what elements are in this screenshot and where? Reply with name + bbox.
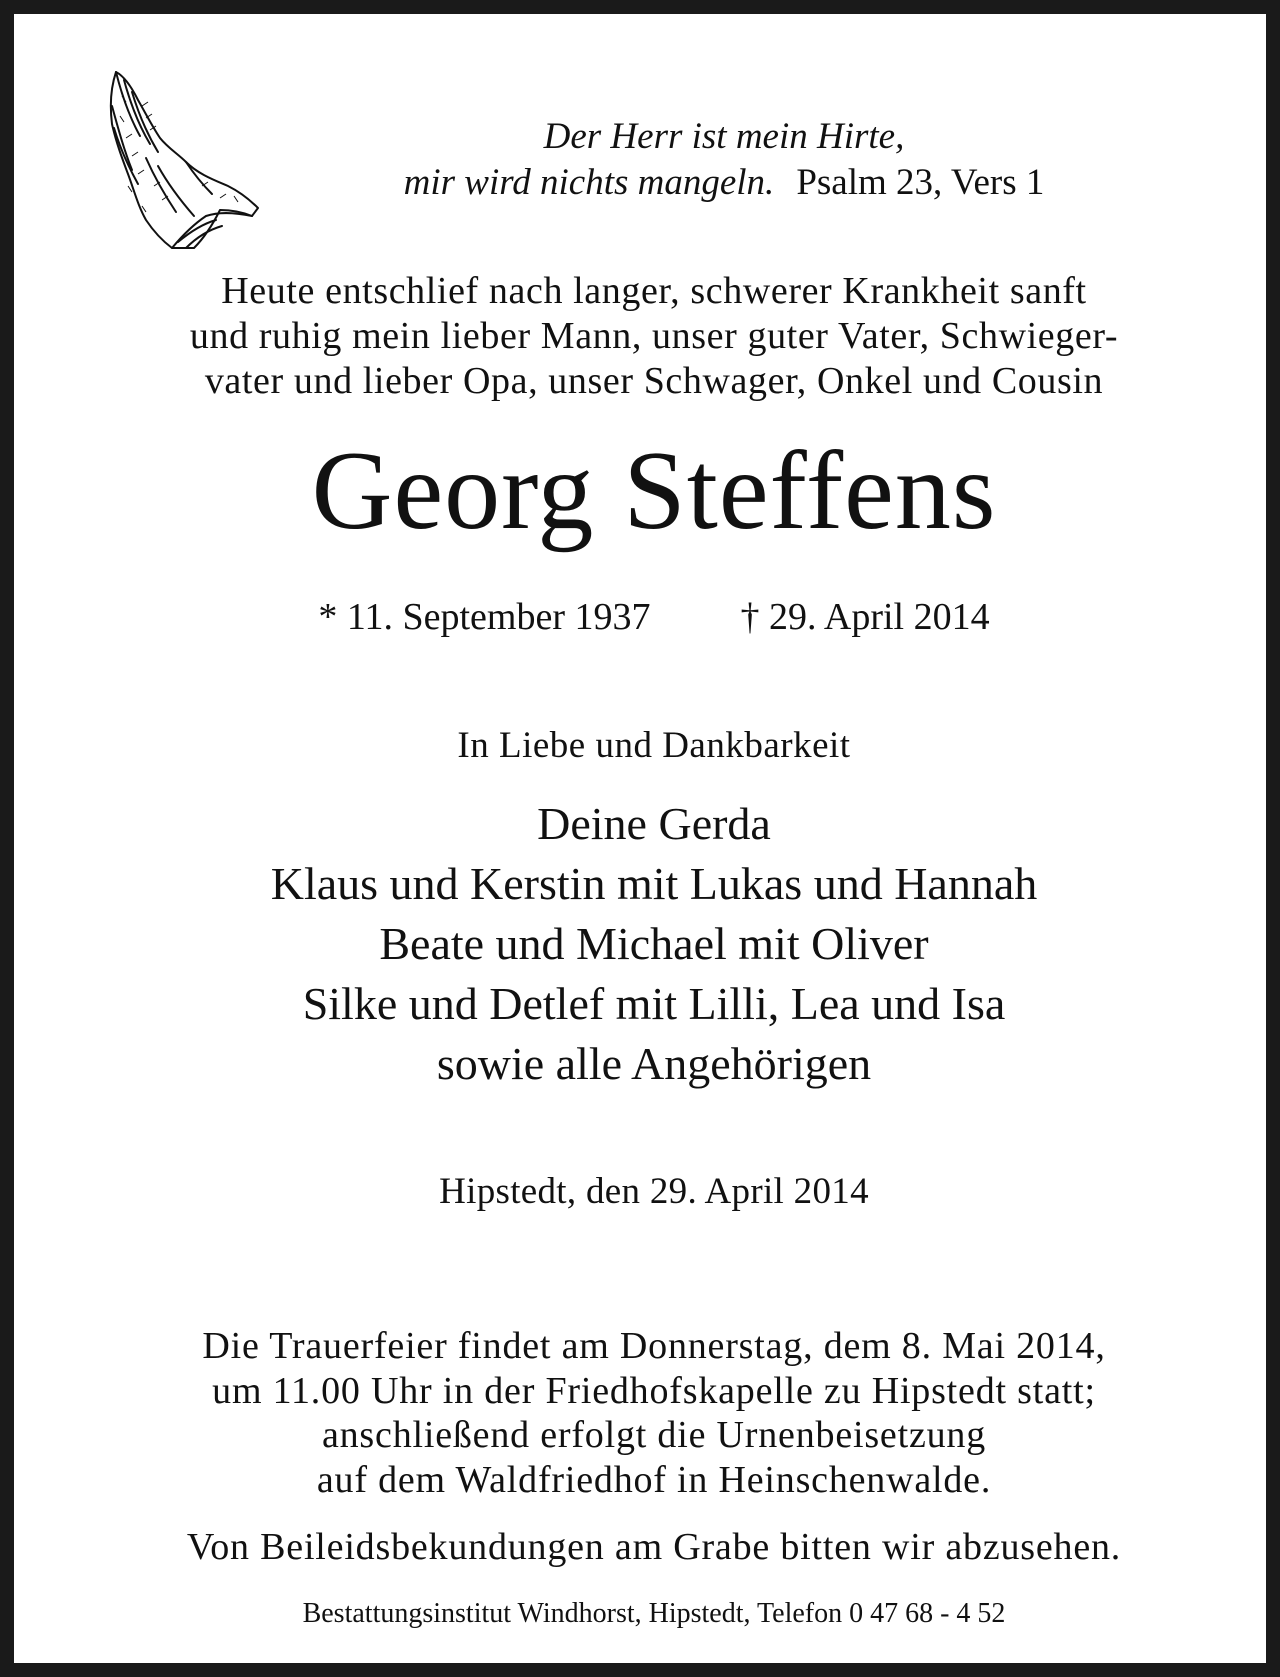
mourners-list bbox=[54, 794, 1254, 1094]
announcement-line: und ruhig mein lieber Mann, unser guter Vater, Schwieger- bbox=[189, 315, 1119, 357]
announcement-text bbox=[54, 269, 1254, 404]
funeral-line: um 11.00 Uhr in der Friedhofskapelle zu Hipstedt statt; bbox=[212, 1369, 1096, 1412]
death-date: † 29. April 2014 bbox=[740, 596, 990, 638]
deceased-name: Georg Steffens bbox=[311, 429, 997, 553]
announcement-line: vater und lieber Opa, unser Schwager, Onkel und Cousin bbox=[204, 360, 1104, 402]
mourner-line: sowie alle Angehörigen bbox=[436, 1038, 872, 1089]
psalm-line-1: Der Herr ist mein Hirte, bbox=[543, 116, 905, 157]
condolence-note: Von Beileidsbekundungen am Grabe bitten wir abzusehen. bbox=[186, 1526, 1122, 1568]
funeral-details bbox=[54, 1324, 1254, 1502]
psalm-reference: Psalm 23, Vers 1 bbox=[796, 162, 1045, 203]
announcement-line: Heute entschlief nach langer, schwerer Krankheit sanft bbox=[221, 270, 1087, 312]
psalm-quote bbox=[274, 114, 1174, 206]
psalm-line-2: mir wird nichts mangeln. bbox=[403, 162, 775, 203]
place-and-date: Hipstedt, den 29. April 2014 bbox=[439, 1171, 869, 1212]
funeral-line: Die Trauerfeier findet am Donnerstag, dem 8. Mai 2014, bbox=[202, 1325, 1106, 1367]
dedication: In Liebe und Dankbarkeit bbox=[457, 725, 851, 766]
birth-date: * 11. September 1937 bbox=[318, 596, 651, 638]
praying-hands-icon bbox=[102, 66, 264, 258]
funeral-line: anschließend erfolgt die Urnenbeisetzung bbox=[321, 1414, 987, 1456]
mourner-line: Beate und Michael mit Oliver bbox=[379, 918, 929, 969]
mourner-line: Klaus und Kerstin mit Lukas und Hannah bbox=[270, 858, 1038, 909]
mourner-line: Silke und Detlef mit Lilli, Lea und Isa bbox=[302, 978, 1006, 1029]
life-dates bbox=[54, 594, 1254, 640]
mourner-line: Deine Gerda bbox=[537, 798, 771, 849]
funeral-line: auf dem Waldfriedhof in Heinschenwalde. bbox=[316, 1458, 992, 1501]
undertaker-contact: Bestattungsinstitut Windhorst, Hipstedt, Telefon 0 47 68 - 4 52 bbox=[302, 1598, 1006, 1629]
